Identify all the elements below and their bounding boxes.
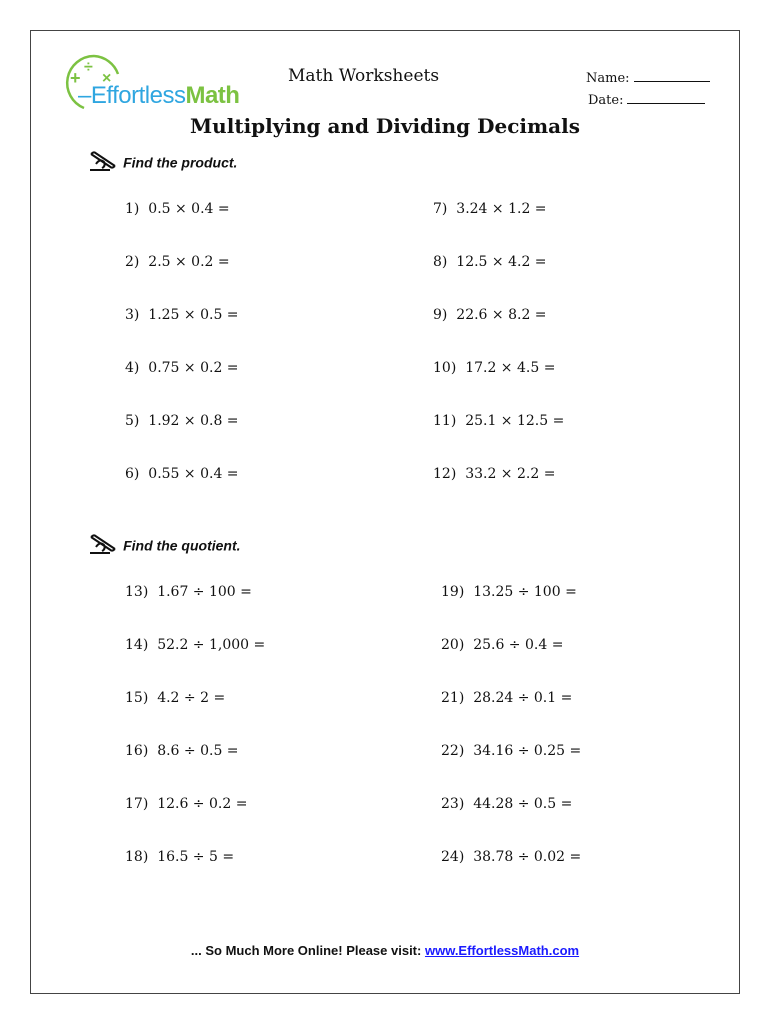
problem: [433, 254, 547, 270]
pencil-icon: [88, 533, 118, 559]
problem-expression: 25.6 ÷ 0.4 =: [473, 637, 564, 653]
problem-expression: 22.6 × 8.2 =: [456, 307, 547, 323]
problem-number: 1): [125, 201, 140, 217]
problem-number: 2): [125, 254, 140, 270]
problem-number: 3): [125, 307, 140, 323]
problem-number: 21): [441, 690, 465, 706]
problem-expression: 8.6 ÷ 0.5 =: [157, 743, 239, 759]
problem: [125, 307, 239, 323]
problem-expression: 17.2 × 4.5 =: [465, 360, 556, 376]
problem-number: 11): [433, 413, 457, 429]
problem-expression: 12.5 × 4.2 =: [456, 254, 547, 270]
problem: [433, 360, 555, 376]
problem-number: 6): [125, 466, 140, 482]
problem-expression: 28.24 ÷ 0.1 =: [473, 690, 573, 706]
problem-expression: 33.2 × 2.2 =: [465, 466, 556, 482]
problem: [125, 254, 230, 270]
instruction: Find the product.: [123, 154, 238, 171]
problem-expression: 34.16 ÷ 0.25 =: [473, 743, 582, 759]
problem-number: 13): [125, 584, 149, 600]
problem-number: 23): [441, 796, 465, 812]
problem: [125, 466, 239, 482]
problem-number: 5): [125, 413, 140, 429]
problem-expression: 1.92 × 0.8 =: [148, 413, 239, 429]
problem: [125, 360, 239, 376]
problem: [441, 637, 563, 653]
problem-expression: 1.25 × 0.5 =: [148, 307, 239, 323]
problem-expression: 3.24 × 1.2 =: [456, 201, 547, 217]
logo-text-effortless: Effortless: [90, 82, 186, 109]
name-label: Name:: [586, 71, 630, 86]
date-field: [588, 93, 705, 108]
svg-text:÷: ÷: [84, 59, 93, 76]
problem-number: 18): [125, 849, 149, 865]
section-2-heading: [88, 533, 241, 559]
problem: [441, 584, 577, 600]
problem-expression: 16.5 ÷ 5 =: [157, 849, 235, 865]
problem-expression: 44.28 ÷ 0.5 =: [473, 796, 573, 812]
section-1-heading: [88, 150, 237, 176]
problem-expression: 0.55 × 0.4 =: [148, 466, 239, 482]
footer-text: ... So Much More Online! Please visit:: [190, 943, 425, 958]
problem-number: 10): [433, 360, 457, 376]
problem-number: 12): [433, 466, 457, 482]
instruction: Find the quotient.: [123, 537, 241, 554]
footer: [0, 943, 770, 958]
problem-number: 20): [441, 637, 465, 653]
problem-expression: 52.2 ÷ 1,000 =: [157, 637, 266, 653]
problem: [441, 743, 581, 759]
problem-number: 4): [125, 360, 140, 376]
problem: [125, 849, 234, 865]
svg-text:×: ×: [102, 70, 112, 87]
problem-expression: 2.5 × 0.2 =: [148, 254, 230, 270]
problem-number: 9): [433, 307, 448, 323]
problem: [125, 584, 252, 600]
problem: [125, 413, 239, 429]
problem: [125, 690, 225, 706]
pencil-icon: [88, 150, 118, 176]
problem-expression: 25.1 × 12.5 =: [465, 413, 565, 429]
problem-number: 16): [125, 743, 149, 759]
problem: [441, 849, 581, 865]
problem: [441, 796, 572, 812]
problem-number: 17): [125, 796, 149, 812]
problem: [433, 307, 547, 323]
problem-expression: 1.67 ÷ 100 =: [157, 584, 252, 600]
problem-expression: 12.6 ÷ 0.2 =: [157, 796, 248, 812]
problem: [125, 743, 239, 759]
problem-expression: 13.25 ÷ 100 =: [473, 584, 577, 600]
logo-text-math: Math: [185, 82, 240, 109]
website-link[interactable]: www.EffortlessMath.com: [424, 943, 580, 958]
name-field: [586, 71, 710, 86]
problem-number: 22): [441, 743, 465, 759]
problem-number: 15): [125, 690, 149, 706]
problem-number: 19): [441, 584, 465, 600]
problem-expression: 0.5 × 0.4 =: [148, 201, 230, 217]
problem: [125, 201, 230, 217]
problem: [433, 201, 547, 217]
svg-text:+: +: [70, 68, 81, 88]
page-title: Multiplying and Dividing Decimals: [190, 114, 580, 138]
problem-number: 14): [125, 637, 149, 653]
problem-expression: 38.78 ÷ 0.02 =: [473, 849, 582, 865]
problem: [433, 466, 555, 482]
worksheet-header: Math Worksheets: [288, 66, 440, 86]
problem: [125, 637, 265, 653]
problem-number: 7): [433, 201, 448, 217]
date-label: Date:: [588, 93, 624, 108]
problem-expression: 4.2 ÷ 2 =: [157, 690, 226, 706]
problem-number: 24): [441, 849, 465, 865]
effortlessmath-logo: + ÷ × ‒EffortlessMath: [64, 52, 254, 112]
problem: [433, 413, 564, 429]
problem: [125, 796, 247, 812]
problem-number: 8): [433, 254, 448, 270]
problem: [441, 690, 572, 706]
problem-expression: 0.75 × 0.2 =: [148, 360, 239, 376]
